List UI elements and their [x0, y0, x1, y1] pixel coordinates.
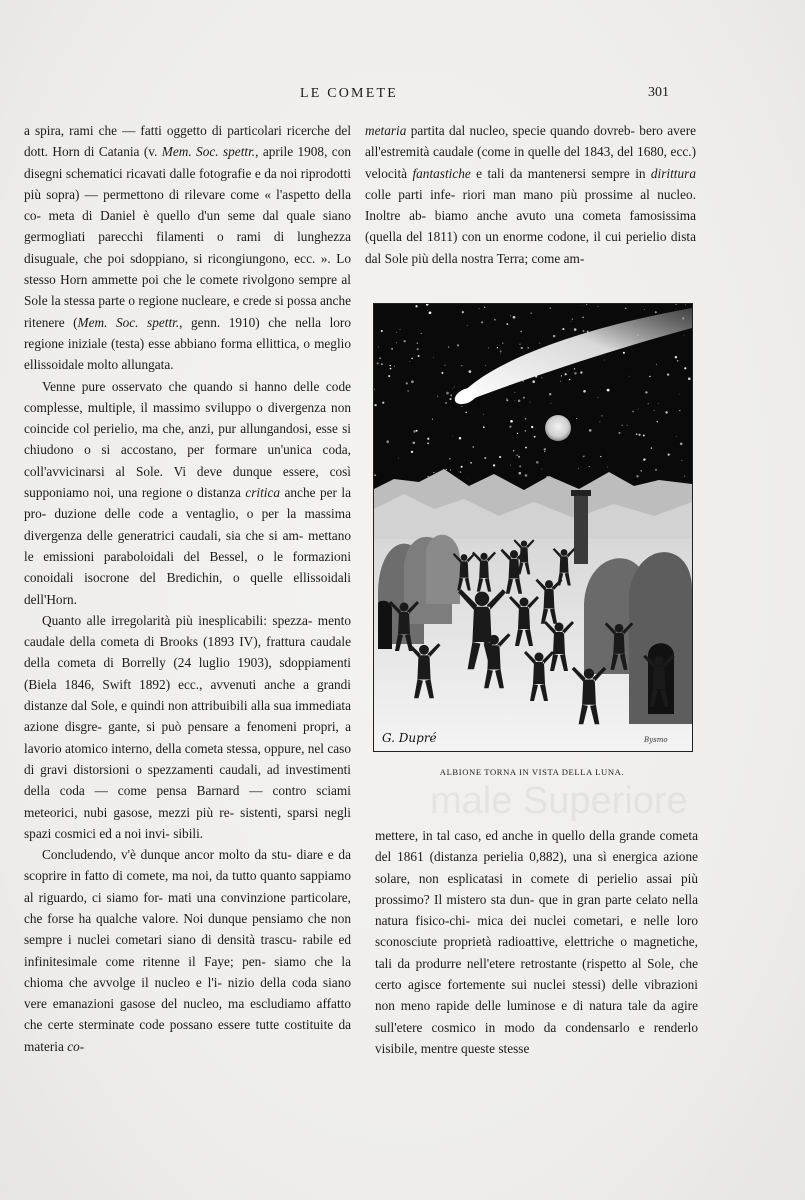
star	[519, 472, 522, 475]
star	[600, 456, 601, 457]
star	[382, 402, 384, 404]
star	[421, 333, 422, 334]
paragraph-continuation: metaria partita dal nucleo, specie quando dovreb- bero avere all'estremità caudale (come in quelle del 1843, del 1680, ecc.) velocità fantastiche e tali da mantenersi sempre in dirittura colle parti infe- riori man mano più prossime al nucleo. Inoltre ab- biamo anche avuto una cometa famosissima (quella del 1811) con un enorme codone, il cui perielio dista dal Sole più della nostra Terra; come am-	[365, 123, 697, 266]
star	[427, 442, 429, 444]
star	[396, 342, 397, 343]
running-title: LE COMETE	[300, 86, 398, 101]
star	[449, 398, 451, 400]
star	[378, 346, 379, 347]
page-number: 301	[648, 85, 669, 100]
star	[527, 347, 528, 348]
star	[645, 391, 647, 393]
star	[582, 317, 584, 319]
left-hut-3	[426, 535, 460, 604]
star	[499, 456, 501, 458]
star	[461, 466, 463, 468]
star	[413, 430, 415, 432]
star	[639, 434, 641, 436]
star	[415, 305, 417, 307]
star	[677, 360, 679, 362]
star	[550, 403, 551, 404]
star	[598, 306, 599, 307]
star	[502, 342, 503, 343]
star	[582, 330, 584, 332]
star	[458, 471, 459, 472]
star	[525, 418, 527, 420]
star	[571, 329, 572, 330]
star	[515, 392, 516, 393]
star	[636, 433, 638, 435]
right-column-top	[365, 120, 696, 269]
star	[510, 465, 511, 466]
star	[553, 335, 555, 337]
star	[497, 347, 498, 348]
star	[510, 315, 511, 316]
star	[391, 348, 393, 350]
star	[589, 466, 590, 467]
star	[488, 347, 489, 348]
star	[667, 373, 669, 375]
star	[445, 402, 447, 404]
star	[518, 400, 521, 403]
star	[657, 421, 658, 422]
star	[388, 375, 390, 377]
star	[586, 304, 587, 305]
star	[404, 340, 406, 342]
star	[607, 467, 608, 468]
star	[600, 422, 601, 423]
star	[582, 305, 583, 306]
star	[530, 402, 531, 403]
star	[520, 331, 522, 333]
artist-signature: G. Dupré	[382, 731, 437, 745]
star	[461, 406, 462, 407]
star	[386, 440, 389, 443]
star	[680, 442, 683, 445]
star	[589, 429, 592, 432]
star	[462, 311, 464, 313]
star	[465, 412, 467, 414]
star	[601, 415, 602, 416]
star	[523, 397, 525, 399]
star	[374, 404, 376, 406]
star	[607, 389, 610, 392]
star	[655, 311, 657, 313]
star	[636, 475, 638, 477]
star	[467, 478, 468, 479]
watermark-text: male Superiore	[430, 780, 688, 822]
paragraph-2: Venne pure osservato che quando si hanno delle code complesse, multiple, il massimo sviluppo o divergenza non coincide col perielio, ma che, anzi, pur allungandosi, esse si chiudono o si accostano, per formare un'unica coda, coll'avvicinarsi al Sole. Vi deve dunque essere, così supponiamo noi, una regione o distanza critica anche per la pro- duzione delle code a ventaglio, o per la massima divergenza delle generatrici caudali, sia che si am- mettano le emissioni paraboloidali del Bessel, o le formazioni conoidali isocrone del Bredichin, o quelle ellissoidali dell'Horn.	[24, 378, 352, 607]
star	[532, 380, 535, 383]
star	[561, 375, 562, 376]
star	[651, 447, 652, 448]
paragraph-continuation-2: mettere, in tal caso, ed anche in quello della grande cometa del 1861 (distanza perielia 0,882), una sì energica azione solare, non esplicatasi in comete di perielio assai più prossimo? Il mistero sta dun- que in gran parte celato nella natura fisico-chi- mica dei nuclei cometari, e nelle loro sconosciute proprietà radioattive, elettriche o magnetiche, tali da produrre nell'etere retrostante (rispetto al Sole, che certo agisce fortemente sui nuclei stessi) delle vibrazioni non meno rapide delle luminose e di natura tale da agire sull'etere cosmico in modo da condensarlo e renderlo visibile, mentre queste stesse	[375, 828, 699, 1056]
star	[379, 357, 381, 359]
star	[381, 363, 383, 365]
star	[644, 309, 645, 310]
figure-caption: ALBIONE TORNA IN VISTA DELLA LUNA.	[439, 767, 625, 777]
star	[483, 426, 485, 428]
star	[453, 388, 454, 389]
star	[525, 447, 527, 449]
star	[467, 325, 468, 326]
engraver-signature: Bysmo	[644, 736, 668, 744]
star	[411, 451, 413, 453]
star	[427, 438, 429, 440]
star	[583, 456, 584, 457]
star	[683, 335, 684, 336]
star	[484, 457, 486, 459]
star	[519, 465, 521, 467]
star	[640, 470, 641, 471]
star	[500, 353, 501, 354]
star	[618, 432, 620, 434]
star	[688, 377, 691, 380]
star	[409, 361, 410, 362]
star	[446, 392, 449, 395]
star	[541, 377, 542, 378]
star	[632, 411, 634, 413]
star	[580, 371, 582, 373]
star	[627, 425, 628, 426]
star	[396, 332, 397, 333]
star	[432, 419, 433, 420]
star	[625, 307, 627, 309]
star	[665, 411, 667, 413]
star	[506, 399, 508, 401]
star	[441, 372, 443, 374]
star	[390, 368, 392, 370]
star	[658, 403, 659, 404]
star	[574, 372, 576, 374]
star	[483, 414, 484, 415]
star	[679, 410, 680, 411]
star	[643, 434, 645, 436]
star	[416, 430, 418, 432]
star	[481, 321, 483, 323]
star	[418, 355, 420, 357]
star	[472, 446, 474, 448]
star	[638, 409, 639, 410]
star	[433, 472, 434, 473]
star	[544, 448, 546, 450]
star	[407, 390, 409, 392]
star	[484, 307, 485, 308]
star	[452, 436, 453, 437]
star	[411, 358, 413, 360]
star	[531, 426, 533, 428]
star	[411, 380, 414, 383]
star	[450, 394, 452, 396]
star	[513, 450, 515, 452]
star	[493, 464, 495, 466]
chimney-tower	[574, 494, 588, 564]
star	[506, 323, 508, 325]
star	[536, 461, 539, 464]
star	[542, 469, 543, 470]
star	[454, 387, 455, 388]
star	[525, 474, 528, 477]
star	[506, 398, 507, 399]
star	[374, 474, 376, 476]
star	[459, 437, 461, 439]
star	[470, 462, 472, 464]
star	[649, 376, 650, 377]
star	[565, 373, 567, 375]
star	[394, 366, 395, 367]
star	[446, 469, 447, 470]
star	[571, 321, 572, 322]
star	[654, 410, 655, 411]
star	[400, 329, 401, 330]
star	[518, 456, 520, 458]
star	[578, 468, 579, 469]
paragraph-4: Concludendo, v'è dunque ancor molto da stu- diare e da scoprire in fatto di comete, ma noi, da tutto quanto sappiamo al riguardo, ci siamo for- mati una convinzione particolare, che forse ha qualche valore. Noi dunque pensiamo che non sempre i nuclei cometari siano di densità trascu- rabile ed infinitesimale come ritenne il Faye; pen- siamo che la chioma che avvolge il nucleo e l'i- nizio della coda siano vere emanazioni gasose del nucleo, ma escludiamo affatto che certe sterminate code possano essere tutte costituite da materia co-	[24, 847, 352, 1054]
star	[530, 312, 531, 313]
star	[544, 451, 545, 452]
engraving-svg	[374, 304, 692, 751]
moon	[545, 415, 571, 441]
star	[429, 311, 432, 314]
star	[381, 330, 383, 332]
star	[390, 365, 391, 366]
star	[569, 379, 571, 381]
star	[685, 304, 686, 305]
left-hut-door	[378, 601, 392, 649]
star	[485, 365, 486, 366]
star	[525, 430, 526, 431]
star	[513, 316, 516, 319]
star	[449, 458, 451, 460]
star	[623, 352, 625, 354]
star	[479, 308, 480, 309]
star	[461, 365, 462, 366]
star	[583, 456, 584, 457]
star	[583, 390, 586, 393]
star	[560, 381, 561, 382]
star	[427, 310, 428, 311]
star	[521, 347, 523, 349]
star	[534, 436, 536, 438]
star	[643, 458, 645, 460]
star	[574, 368, 575, 369]
left-column	[24, 120, 351, 1057]
star	[598, 397, 599, 398]
star	[515, 400, 516, 401]
star	[469, 370, 472, 373]
star	[509, 425, 511, 427]
star	[562, 328, 564, 330]
star	[668, 453, 670, 455]
star	[676, 436, 677, 437]
star	[576, 418, 577, 419]
star	[516, 454, 518, 456]
star	[656, 364, 657, 365]
star	[450, 469, 451, 470]
star	[437, 396, 438, 397]
star	[433, 357, 434, 358]
star	[417, 348, 419, 350]
star	[500, 350, 502, 352]
star	[550, 308, 551, 309]
star	[460, 471, 462, 473]
star	[413, 442, 416, 445]
star	[549, 393, 551, 395]
star	[629, 376, 630, 377]
star	[406, 382, 408, 384]
star	[568, 371, 569, 372]
star	[622, 425, 623, 426]
star	[648, 403, 649, 404]
star	[448, 346, 449, 347]
star	[604, 360, 605, 361]
star	[519, 344, 520, 345]
star	[417, 342, 419, 344]
paragraph-1: a spira, rami che — fatti oggetto di particolari ricerche del dott. Horn di Catania (v. Mem. Soc. spettr., aprile 1908, con disegni schematici ricavati dalle fotografie e da noi riprodotti più sopra) — permettono di rilevare come « l'aspetto della co- meta di Daniel è quello d'un seme dal quale siano germogliati parecchi filamenti o rami di lunghezza disuguale, che poi sdoppiano, si ricongiungono, ecc. ». Lo stesso Horn ammette poi che le comete rivolgono sempre al Sole la stessa parte o regione nucleare, e crede si possa anche ritenere (Mem. Soc. spettr., genn. 1910) che nella loro regione iniziale (testa) esse abbiano forma ellittica, o meglio ellissoidale molto allungata.	[24, 123, 352, 373]
star	[675, 356, 678, 359]
star	[517, 433, 518, 434]
star	[444, 365, 445, 366]
star	[539, 343, 540, 344]
star	[679, 394, 680, 395]
star	[684, 476, 685, 477]
star	[681, 460, 682, 461]
star	[510, 420, 513, 423]
star	[572, 318, 573, 319]
star	[457, 344, 459, 346]
star	[655, 469, 656, 470]
right-column-bottom	[375, 825, 698, 1059]
star	[398, 458, 399, 459]
star	[377, 362, 379, 364]
star	[494, 319, 496, 321]
star	[684, 367, 686, 369]
paragraph-3: Quanto alle irregolarità più inesplicabili: spezza- mento caudale della cometa di Brooks (1893 IV), frattura caudale della cometa di Borrelly (24 luglio 1903), sdoppiamenti (Biela 1846, Swift 1892) ecc., avvenuti anche a grandi distanze dal Sole, e quindi non attribuibili alla sua immediata azione disgre- gante, si può pensare a fenomeni propri, a lavorio atomico interno, della cometa stessa, oppure, nel caso di gravi distorsioni o spezzamenti caudali, ad investimenti della coda — come pensa Barnard — contro sciami meteorici, nubi gasose, mezzi più re- sistenti, sparsi negli spazi cosmici ed a noi invi- sibili.	[24, 612, 352, 841]
star	[574, 328, 577, 331]
engraving-illustration	[373, 303, 693, 752]
